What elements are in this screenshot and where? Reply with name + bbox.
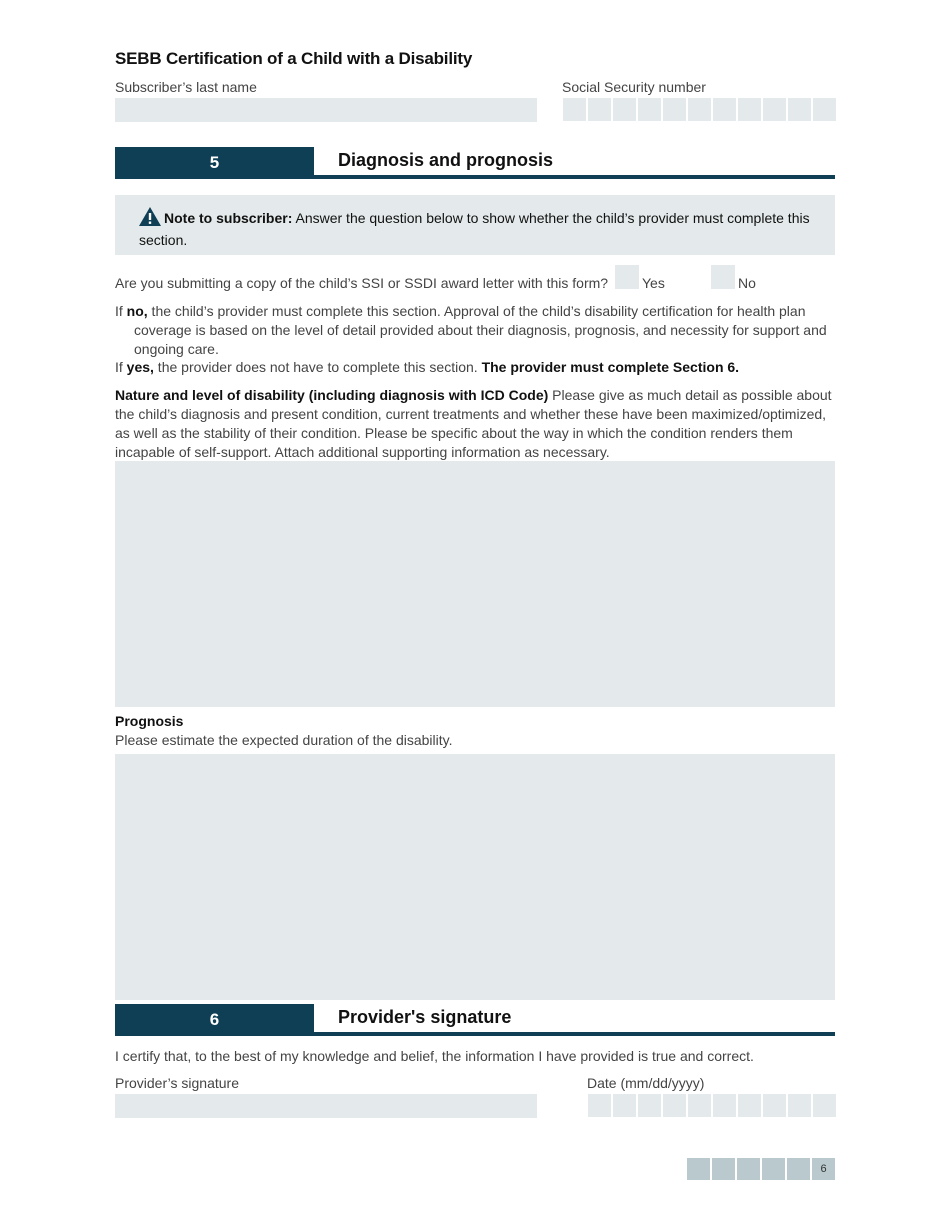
date-input[interactable] [588, 1094, 836, 1117]
ssn-digit-cell[interactable] [588, 98, 611, 121]
if-no-instruction: If no, the child’s provider must complete this section. Approval of the child’s disability certification for health plan coverage is based on the level of detail provided about their diagnosis, prognosis, and necessity for support and ongoing care. [115, 303, 827, 357]
section-divider [314, 175, 835, 179]
nature-instructions: Nature and level of disability (including diagnosis with ICD Code) Please give as much detail as possible about the child’s diagnosis and present condition, current treatments and whether these have been maximized/optimized, as well as the stability of their condition. Please be specific about the way in which the condition renders them incapable of self-support. Attach additional supporting information as necessary. [115, 387, 832, 460]
form-title: SEBB Certification of a Child with a Disability [115, 49, 473, 68]
yes-checkbox[interactable] [615, 265, 639, 289]
ssn-digit-cell[interactable] [663, 98, 686, 121]
note-label: Note to subscriber: [164, 210, 293, 226]
page-marker [712, 1158, 735, 1180]
date-digit-cell[interactable] [613, 1094, 636, 1117]
date-digit-cell[interactable] [713, 1094, 736, 1117]
ssn-digit-cell[interactable] [788, 98, 811, 121]
date-digit-cell[interactable] [688, 1094, 711, 1117]
page-marker [762, 1158, 785, 1180]
page-marker [737, 1158, 760, 1180]
page-number: 6 [812, 1158, 835, 1180]
date-digit-cell[interactable] [588, 1094, 611, 1117]
date-label: Date (mm/dd/yyyy) [587, 1075, 705, 1091]
ssn-digit-cell[interactable] [738, 98, 761, 121]
ssn-digit-cell[interactable] [763, 98, 786, 121]
page-marker [687, 1158, 710, 1180]
no-checkbox[interactable] [711, 265, 735, 289]
warning-icon [139, 207, 161, 231]
prognosis-textarea[interactable] [115, 754, 835, 1000]
yes-label: Yes [642, 275, 665, 291]
provider-signature-input[interactable] [115, 1094, 537, 1118]
page-marker [787, 1158, 810, 1180]
ssn-input[interactable] [563, 98, 836, 121]
section-5-number: 5 [115, 147, 314, 179]
no-label: No [738, 275, 756, 291]
ssn-digit-cell[interactable] [688, 98, 711, 121]
note-text: Answer the question below to show whether the child’s provider must complete this section. [139, 210, 810, 248]
date-digit-cell[interactable] [638, 1094, 661, 1117]
ssi-question-row [115, 265, 835, 293]
nature-of-disability-textarea[interactable] [115, 461, 835, 707]
ssn-digit-cell[interactable] [638, 98, 661, 121]
date-digit-cell[interactable] [663, 1094, 686, 1117]
ssn-digit-cell[interactable] [713, 98, 736, 121]
ssn-digit-cell[interactable] [563, 98, 586, 121]
section-5-title: Diagnosis and prognosis [338, 150, 554, 170]
subscriber-last-name-label: Subscriber’s last name [115, 79, 257, 95]
prognosis-heading: Prognosis [115, 713, 184, 729]
section-6-header [115, 1004, 835, 1036]
subscriber-last-name-input[interactable] [115, 98, 537, 122]
ssi-question: Are you submitting a copy of the child’s SSI or SSDI award letter with this form? [115, 275, 609, 291]
section-divider [314, 1032, 835, 1036]
ssn-digit-cell[interactable] [613, 98, 636, 121]
date-digit-cell[interactable] [788, 1094, 811, 1117]
subscriber-note [115, 195, 835, 255]
provider-signature-label: Provider’s signature [115, 1075, 239, 1091]
page-indicator [687, 1158, 835, 1180]
ssn-digit-cell[interactable] [813, 98, 836, 121]
certify-statement: I certify that, to the best of my knowledge and belief, the information I have provided is true and correct. [115, 1048, 754, 1064]
ssn-label: Social Security number [562, 79, 706, 95]
if-yes-instruction: If yes, the provider does not have to complete this section. The provider must complete Section 6. [115, 359, 740, 375]
date-digit-cell[interactable] [763, 1094, 786, 1117]
section-5-header [115, 147, 835, 179]
date-digit-cell[interactable] [813, 1094, 836, 1117]
section-6-title: Provider's signature [338, 1007, 512, 1027]
date-digit-cell[interactable] [738, 1094, 761, 1117]
prognosis-text: Please estimate the expected duration of the disability. [115, 732, 453, 748]
section-6-number: 6 [115, 1004, 314, 1036]
